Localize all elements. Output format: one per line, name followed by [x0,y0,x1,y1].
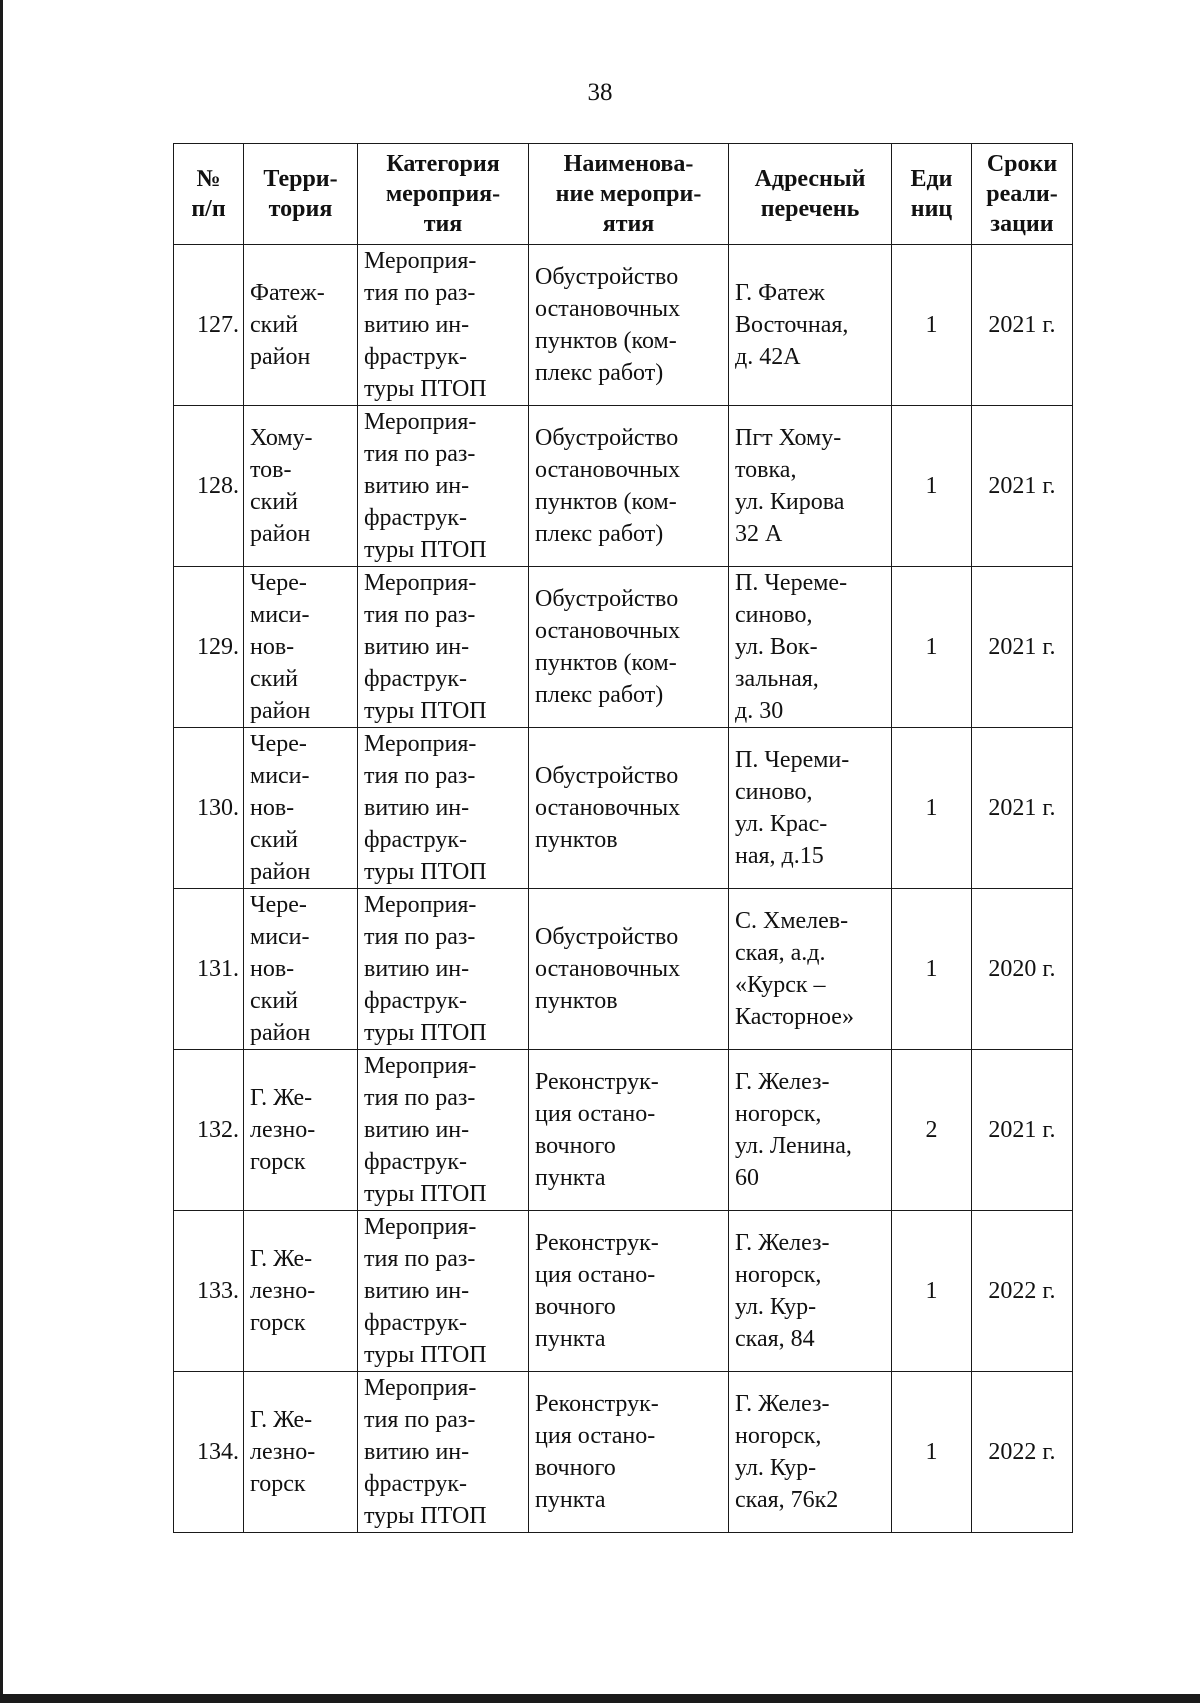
cell-units: 1 [892,567,972,728]
table-header [174,144,1073,245]
header-units: Еди ниц [892,144,972,245]
header-row [174,144,1073,245]
cell-number: 127. [174,245,244,406]
table-body [174,245,1073,1533]
cell-address: Пгт Хому- товка, ул. Кирова 32 А [729,406,892,567]
cell-number: 134. [174,1372,244,1533]
header-address: Адресный перечень [729,144,892,245]
cell-address: Г. Фатеж Восточная, д. 42А [729,245,892,406]
cell-units: 1 [892,406,972,567]
cell-category: Мероприя- тия по раз- витию ин- фраструк- туры ПТОП [358,889,529,1050]
cell-units: 2 [892,1050,972,1211]
table-row [174,406,1073,567]
scan-left-edge [0,0,3,1703]
cell-number: 129. [174,567,244,728]
cell-units: 1 [892,728,972,889]
cell-address: П. Череме- синово, ул. Вок- зальная, д. 30 [729,567,892,728]
cell-category: Мероприя- тия по раз- витию ин- фраструк- туры ПТОП [358,1050,529,1211]
cell-term: 2021 г. [972,1050,1073,1211]
measures-table [173,143,1073,1533]
cell-number: 132. [174,1050,244,1211]
cell-units: 1 [892,245,972,406]
cell-measure-name: Обустройство остановочных пунктов [529,728,729,889]
header-measure-name: Наименова- ние меропри- ятия [529,144,729,245]
cell-category: Мероприя- тия по раз- витию ин- фраструк- туры ПТОП [358,728,529,889]
header-territory: Терри- тория [244,144,358,245]
cell-address: Г. Желез- ногорск, ул. Кур- ская, 84 [729,1211,892,1372]
cell-territory: Г. Же- лезно- горск [244,1372,358,1533]
table-row [174,1050,1073,1211]
cell-category: Мероприя- тия по раз- витию ин- фраструк- туры ПТОП [358,1372,529,1533]
cell-term: 2021 г. [972,728,1073,889]
cell-address: Г. Желез- ногорск, ул. Ленина, 60 [729,1050,892,1211]
cell-address: С. Хмелев- ская, а.д. «Курск – Касторное» [729,889,892,1050]
table-row [174,728,1073,889]
cell-measure-name: Реконструк- ция остано- вочного пункта [529,1050,729,1211]
cell-category: Мероприя- тия по раз- витию ин- фраструк- туры ПТОП [358,1211,529,1372]
header-category: Категория мероприя- тия [358,144,529,245]
cell-units: 1 [892,1372,972,1533]
cell-term: 2022 г. [972,1211,1073,1372]
cell-category: Мероприя- тия по раз- витию ин- фраструк- туры ПТОП [358,406,529,567]
header-term: Сроки реали- зации [972,144,1073,245]
cell-term: 2020 г. [972,889,1073,1050]
table-row [174,1211,1073,1372]
cell-units: 1 [892,889,972,1050]
cell-measure-name: Обустройство остановочных пунктов [529,889,729,1050]
cell-term: 2021 г. [972,245,1073,406]
table-row [174,889,1073,1050]
cell-address: Г. Желез- ногорск, ул. Кур- ская, 76к2 [729,1372,892,1533]
cell-number: 128. [174,406,244,567]
cell-measure-name: Обустройство остановочных пунктов (ком- плекс работ) [529,245,729,406]
cell-term: 2022 г. [972,1372,1073,1533]
cell-number: 133. [174,1211,244,1372]
scan-bottom-edge [0,1694,1200,1703]
page-number: 38 [587,79,613,106]
table-row [174,567,1073,728]
cell-measure-name: Реконструк- ция остано- вочного пункта [529,1211,729,1372]
cell-measure-name: Реконструк- ция остано- вочного пункта [529,1372,729,1533]
cell-term: 2021 г. [972,567,1073,728]
cell-measure-name: Обустройство остановочных пунктов (ком- плекс работ) [529,406,729,567]
cell-territory: Г. Же- лезно- горск [244,1050,358,1211]
cell-term: 2021 г. [972,406,1073,567]
cell-territory: Чере- миси- нов- ский район [244,567,358,728]
cell-territory: Фатеж- ский район [244,245,358,406]
cell-number: 130. [174,728,244,889]
cell-number: 131. [174,889,244,1050]
cell-territory: Чере- миси- нов- ский район [244,889,358,1050]
header-number: № п/п [174,144,244,245]
cell-address: П. Череми- синово, ул. Крас- ная, д.15 [729,728,892,889]
cell-territory: Г. Же- лезно- горск [244,1211,358,1372]
cell-measure-name: Обустройство остановочных пунктов (ком- плекс работ) [529,567,729,728]
cell-category: Мероприя- тия по раз- витию ин- фраструк- туры ПТОП [358,245,529,406]
cell-units: 1 [892,1211,972,1372]
cell-category: Мероприя- тия по раз- витию ин- фраструк- туры ПТОП [358,567,529,728]
cell-territory: Чере- миси- нов- ский район [244,728,358,889]
table-row [174,1372,1073,1533]
cell-territory: Хому- тов- ский район [244,406,358,567]
table-row [174,245,1073,406]
